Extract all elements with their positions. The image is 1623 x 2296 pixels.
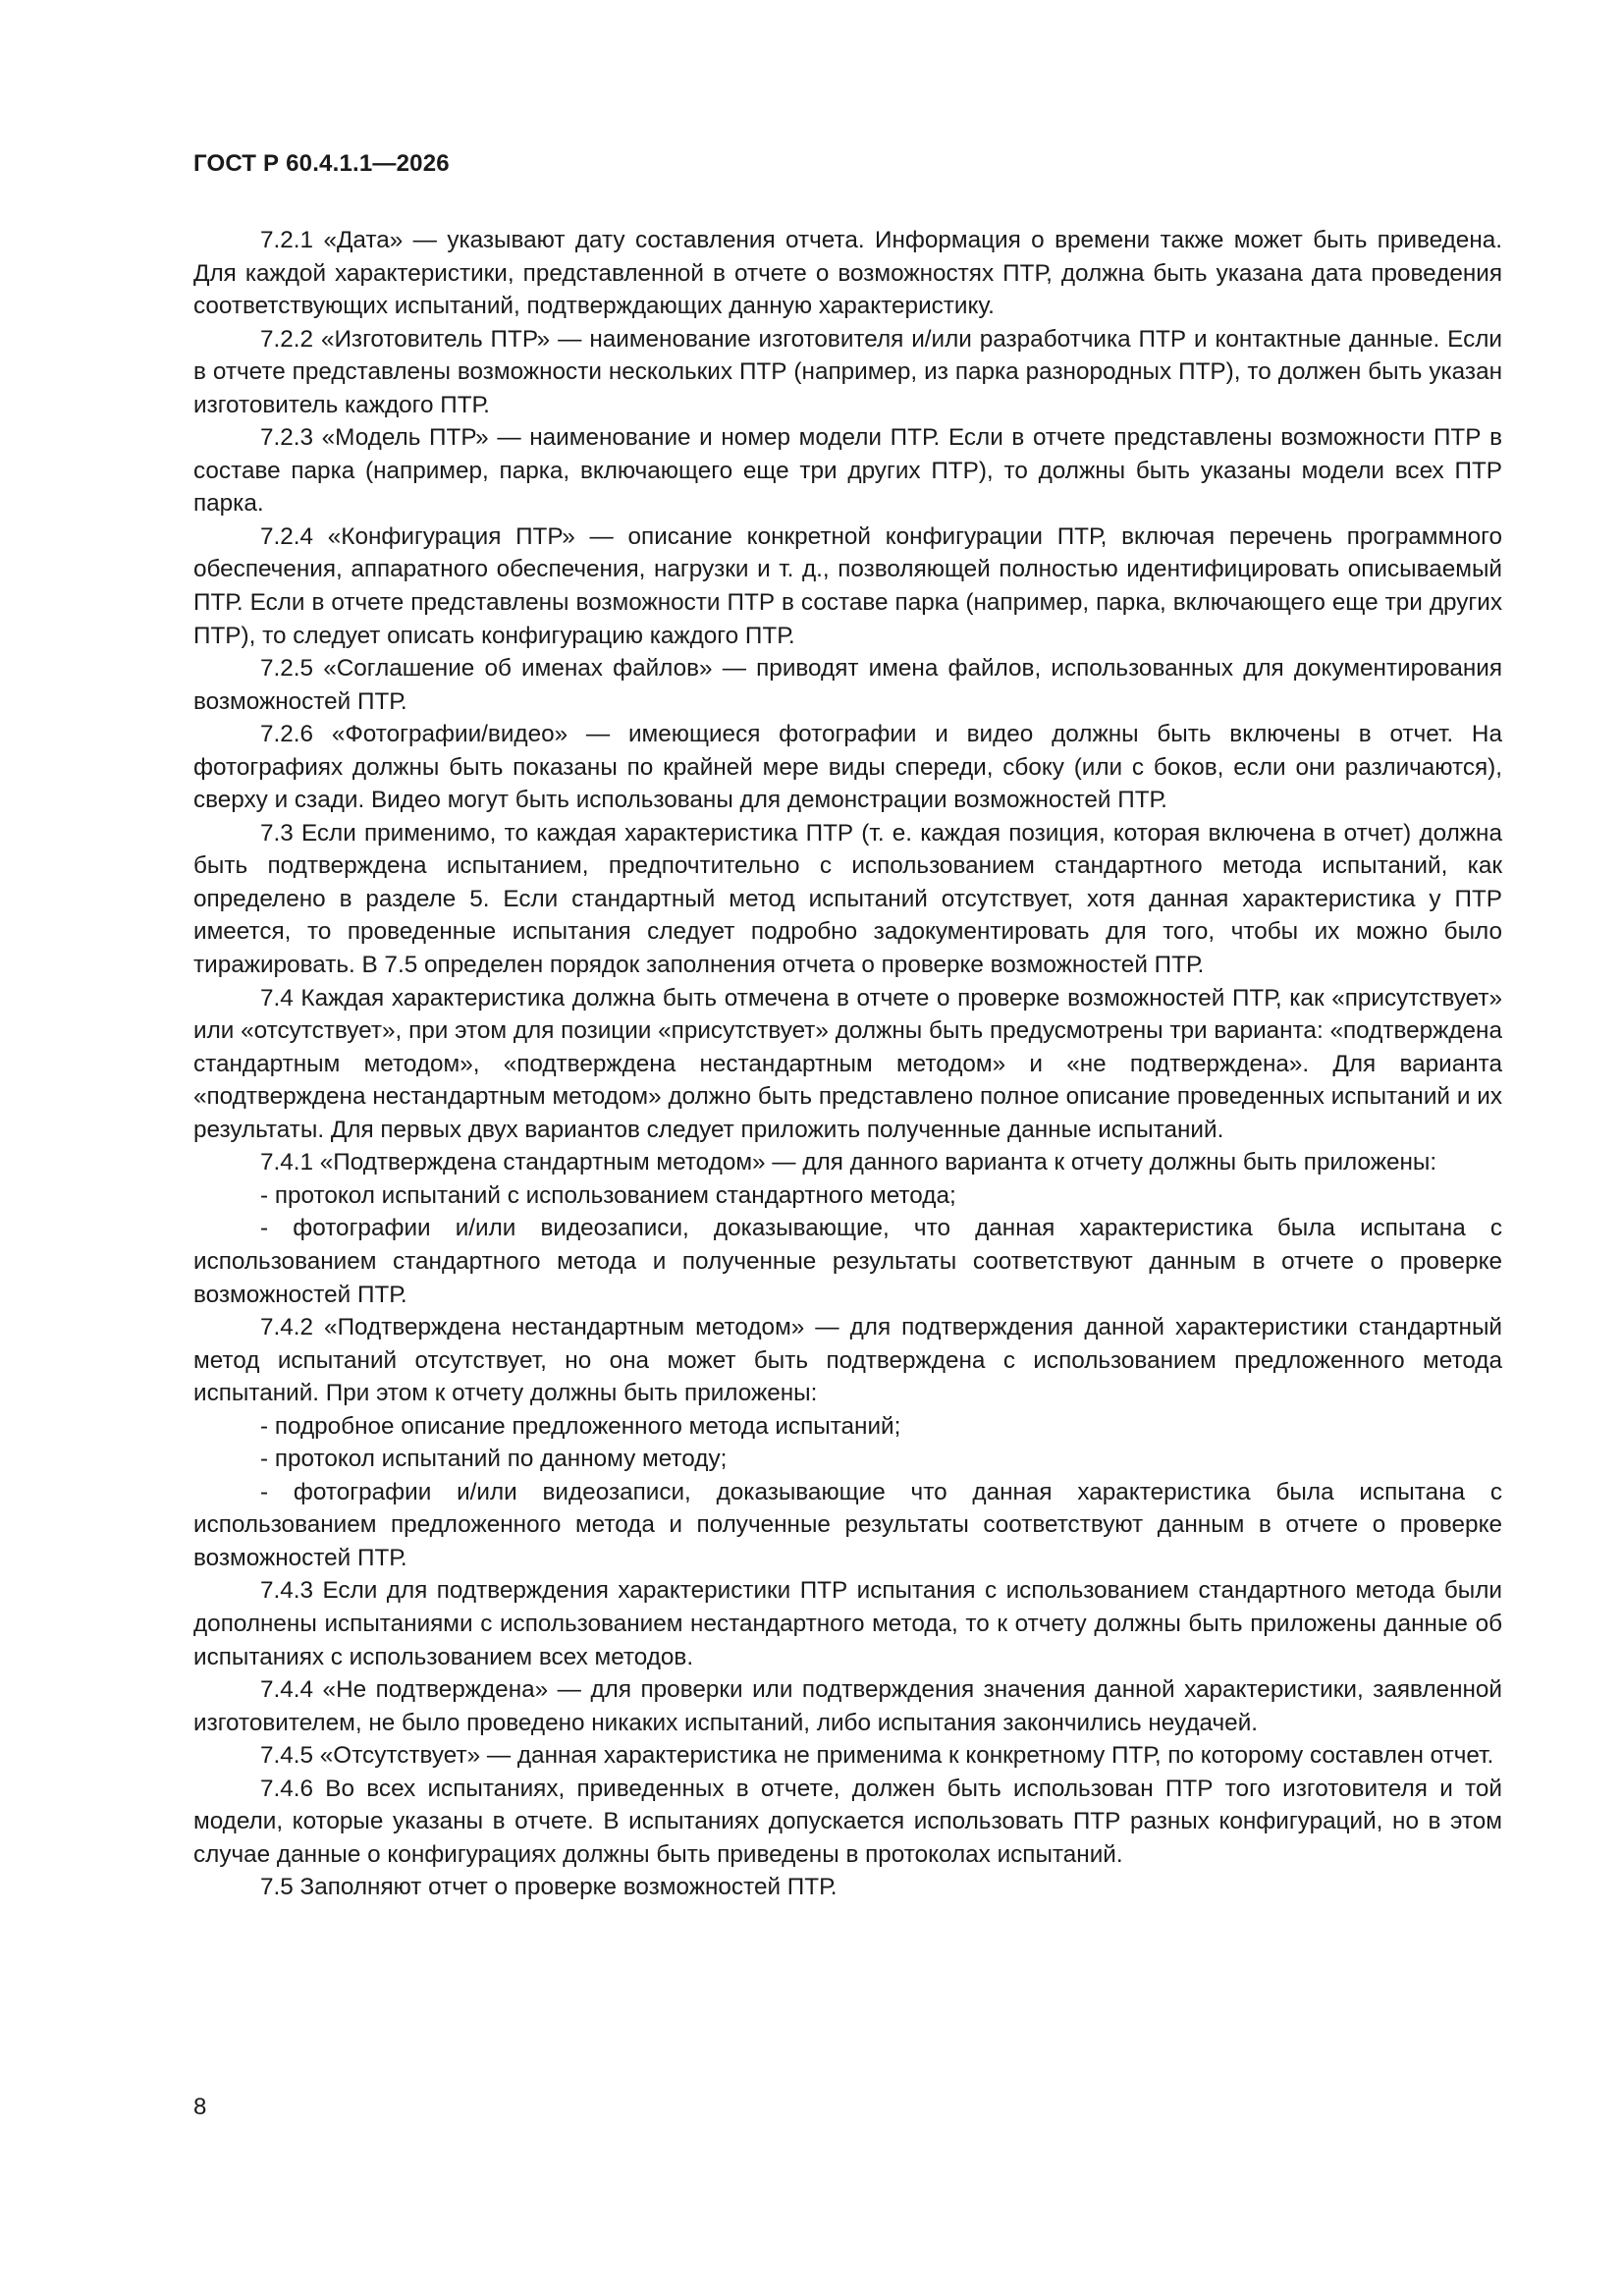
- paragraph-7-4-3: 7.4.3 Если для подтверждения характеристики ПТР испытания с использованием стандартного метода были дополнены испытаниями с использованием нестандартного метода, то к отчету должны быть приложены данные об испытаниях с использованием всех методов.: [193, 1577, 1502, 1670]
- paragraph-7-2-1: 7.2.1 «Дата» — указывают дату составления отчета. Информация о времени также может быть приведена. Для каждой характеристики, представленной в отчете о возможностях ПТР, должна быть указана дата проведения соответствующих испытаний, подтверждающих данную характеристику.: [193, 227, 1502, 320]
- list-item: - протокол испытаний с использованием стандартного метода;: [260, 1181, 956, 1209]
- document-body: [193, 224, 1502, 1904]
- paragraph-7-4-6: 7.4.6 Во всех испытаниях, приведенных в отчете, должен быть использован ПТР того изготовителя и той модели, которые указаны в отчете. В испытаниях допускается использовать ПТР разных конфигураций, но в этом случае данные о конфигурациях должны быть приведены в протоколах испытаний.: [193, 1775, 1502, 1868]
- page-number: 8: [193, 2094, 207, 2120]
- paragraph-7-2-2: 7.2.2 «Изготовитель ПТР» — наименование изготовителя и/или разработчика ПТР и контактные данные. Если в отчете представлены возможности нескольких ПТР (например, из парка разнородных ПТР), то должен быть указан изготовитель каждого ПТР.: [193, 325, 1502, 418]
- paragraph-7-3: 7.3 Если применимо, то каждая характеристика ПТР (т. е. каждая позиция, которая включена в отчет) должна быть подтверждена испытанием, предпочтительно с использованием стандартного метода испытаний, как определено в разделе 5. Если стандартный метод испытаний отсутствует, хотя данная характеристика у ПТР имеется, то проведенные испытания следует подробно задокументировать для того, чтобы их можно было тиражировать. В 7.5 определен порядок заполнения отчета о проверке возможностей ПТР.: [193, 819, 1502, 979]
- paragraph-7-5: 7.5 Заполняют отчет о проверке возможностей ПТР.: [260, 1874, 838, 1901]
- list-item: - подробное описание предложенного метода испытаний;: [260, 1412, 901, 1440]
- paragraph-7-2-3: 7.2.3 «Модель ПТР» — наименование и номер модели ПТР. Если в отчете представлены возможности ПТР в составе парка (например, парка, включающего еще три других ПТР), то должны быть указаны модели всех ПТР парка.: [193, 424, 1502, 518]
- paragraph-7-4: 7.4 Каждая характеристика должна быть отмечена в отчете о проверке возможностей ПТР, как «присутствует» или «отсутствует», при этом для позиции «присутствует» должны быть предусмотрены три варианта: «подтверждена стандартным методом», «подтверждена нестандартным методом» и «не подтверждена». Для варианта «подтверждена нестандартным методом» должно быть представлено полное описание проведенных испытаний и их результаты. Для первых двух вариантов следует приложить полученные данные испытаний.: [193, 984, 1502, 1143]
- paragraph-7-4-1: 7.4.1 «Подтверждена стандартным методом» — для данного варианта к отчету должны быть приложены:: [260, 1149, 1437, 1176]
- list-item: - протокол испытаний по данному методу;: [260, 1446, 728, 1473]
- list-item: - фотографии и/или видеозаписи, доказывающие что данная характеристика была испытана с использованием предложенного метода и полученные результаты соответствуют данным в отчете о проверке возможностей ПТР.: [193, 1478, 1502, 1571]
- paragraph-7-2-5: 7.2.5 «Соглашение об именах файлов» — приводят имена файлов, использованных для документирования возможностей ПТР.: [193, 655, 1502, 715]
- list-item: - фотографии и/или видеозаписи, доказывающие, что данная характеристика была испытана с использованием стандартного метода и полученные результаты соответствуют данным в отчете о проверке возможностей ПТР.: [193, 1215, 1502, 1308]
- document-code-header: ГОСТ Р 60.4.1.1—2026: [193, 150, 450, 177]
- paragraph-7-4-2: 7.4.2 «Подтверждена нестандартным методом» — для подтверждения данной характеристики стандартный метод испытаний отсутствует, но она может быть подтверждена с использованием предложенного метода испытаний. При этом к отчету должны быть приложены:: [193, 1314, 1502, 1407]
- paragraph-7-4-5: 7.4.5 «Отсутствует» — данная характеристика не применима к конкретному ПТР, по которому составлен отчет.: [260, 1742, 1494, 1770]
- paragraph-7-2-4: 7.2.4 «Конфигурация ПТР» — описание конкретной конфигурации ПТР, включая перечень программного обеспечения, аппаратного обеспечения, нагрузки и т. д., позволяющей полностью идентифицировать описываемый ПТР. Если в отчете представлены возможности ПТР в составе парка (например, парка, включающего еще три других ПТР), то следует описать конфигурацию каждого ПТР.: [193, 522, 1502, 649]
- paragraph-7-2-6: 7.2.6 «Фотографии/видео» — имеющиеся фотографии и видео должны быть включены в отчет. На фотографиях должны быть показаны по крайней мере виды спереди, сбоку (или с боков, если они различаются), сверху и сзади. Видео могут быть использованы для демонстрации возможностей ПТР.: [193, 721, 1502, 814]
- paragraph-7-4-4: 7.4.4 «Не подтверждена» — для проверки или подтверждения значения данной характеристики, заявленной изготовителем, не было проведено никаких испытаний, либо испытания закончились неудачей.: [193, 1676, 1502, 1736]
